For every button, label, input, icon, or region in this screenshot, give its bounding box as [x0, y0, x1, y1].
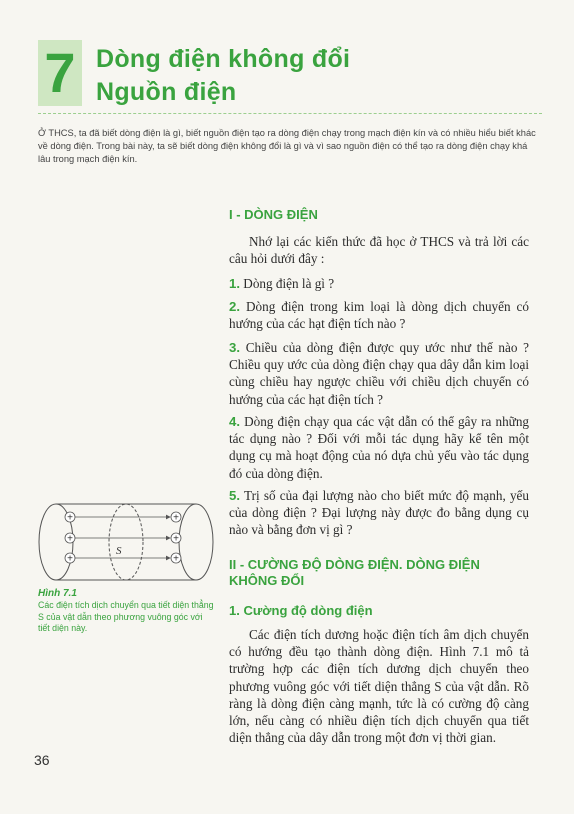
question-number: 4.	[229, 414, 240, 429]
figure-7-1	[36, 500, 216, 584]
svg-text:+: +	[173, 533, 179, 545]
positive-charge	[65, 533, 75, 545]
section2-heading: II - CƯỜNG ĐỘ DÒNG ĐIỆN. DÒNG ĐIỆN KHÔNG ĐỔI	[229, 557, 480, 588]
figure-caption-title: Hình 7.1	[38, 588, 77, 599]
question-text: Dòng điện là gì ?	[243, 276, 335, 291]
question-text: Dòng điện trong kim loại là dòng dịch chuyển có hướng của các hạt điện tích nào ?	[229, 299, 530, 332]
question-number: 2.	[229, 299, 240, 314]
question-1	[229, 275, 529, 292]
svg-text:+: +	[67, 553, 73, 565]
header-divider	[38, 113, 542, 115]
question-2	[229, 298, 529, 332]
chapter-title-line2: Nguồn điện	[96, 78, 237, 106]
section1-lead: Nhớ lại các kiến thức đã học ở THCS và trả lời các câu hỏi dưới đây :	[229, 234, 529, 267]
question-number: 1.	[229, 276, 240, 291]
positive-charge	[65, 512, 75, 524]
intro-paragraph: Ở THCS, ta đã biết dòng điện là gì, biết nguồn điện tạo ra dòng điện chạy trong mạch điện kín và có nhiều hiểu biết khác về dòng điện. Trong bài này, ta sẽ biết dòng điện không đổi là gì và vì sao nguồn điện có thể tạo ra dòng điện chạy khá lâu trong mạch điện kín.	[38, 128, 536, 164]
figure-caption: Các điện tích dịch chuyển qua tiết diện thẳng S của vật dẫn theo phương vuông góc với tiết diện này.	[38, 600, 214, 633]
page-number: 36	[34, 752, 50, 768]
svg-text:+: +	[173, 512, 179, 524]
svg-text:+: +	[67, 533, 73, 545]
cross-section-label: S	[116, 545, 122, 557]
section1-heading: I - DÒNG ĐIỆN	[229, 207, 318, 222]
question-number: 3.	[229, 340, 240, 355]
question-text: Dòng điện chạy qua các vật dẫn có thể gây ra những tác dụng nào ? Đối với mỗi tác dụng hãy kể tên một dụng cụ mà hoạt động của nó dựa chủ yếu vào tác dụng đó của dòng điện.	[229, 414, 530, 481]
svg-text:+: +	[173, 553, 179, 565]
conductor-right-end	[179, 504, 213, 580]
question-5	[229, 487, 529, 539]
positive-charge	[171, 553, 181, 565]
question-text: Chiều của dòng điện được quy ước như thế nào ? Chiều quy ước của dòng điện chạy qua dây dẫn kim loại cùng chiều hay ngược chiều với chiều dịch chuyển có hướng của các hạt điện tích ?	[229, 340, 530, 407]
positive-charge	[171, 512, 181, 524]
question-number: 5.	[229, 488, 240, 503]
section2-subheading: 1. Cường độ dòng điện	[229, 603, 373, 618]
question-text: Trị số của đại lượng nào cho biết mức độ mạnh, yếu của dòng điện ? Đại lượng này được đo bằng dụng cụ nào và bằng đơn vị gì ?	[229, 488, 529, 538]
positive-charge	[65, 553, 75, 565]
chapter-number: 7	[38, 40, 82, 106]
question-3	[229, 339, 529, 408]
question-4	[229, 413, 529, 482]
svg-text:+: +	[67, 512, 73, 524]
section2-paragraph: Các điện tích dương hoặc điện tích âm dịch chuyển có hướng đều tạo thành dòng điện. Hình 7.1 mô tả trường hợp các điện tích dương dịch chuyển theo phương vuông góc với tiết diện thẳng S của vật dẫn. Rõ ràng là dòng điện càng mạnh, tức là có cường độ càng lớn, nếu càng có nhiều điện tích dịch chuyển qua tiết diện thẳng của dây dẫn trong một đơn vị thời gian.	[229, 627, 529, 746]
cross-section-s	[109, 504, 143, 580]
chapter-title-line1: Dòng điện không đổi	[96, 45, 351, 73]
